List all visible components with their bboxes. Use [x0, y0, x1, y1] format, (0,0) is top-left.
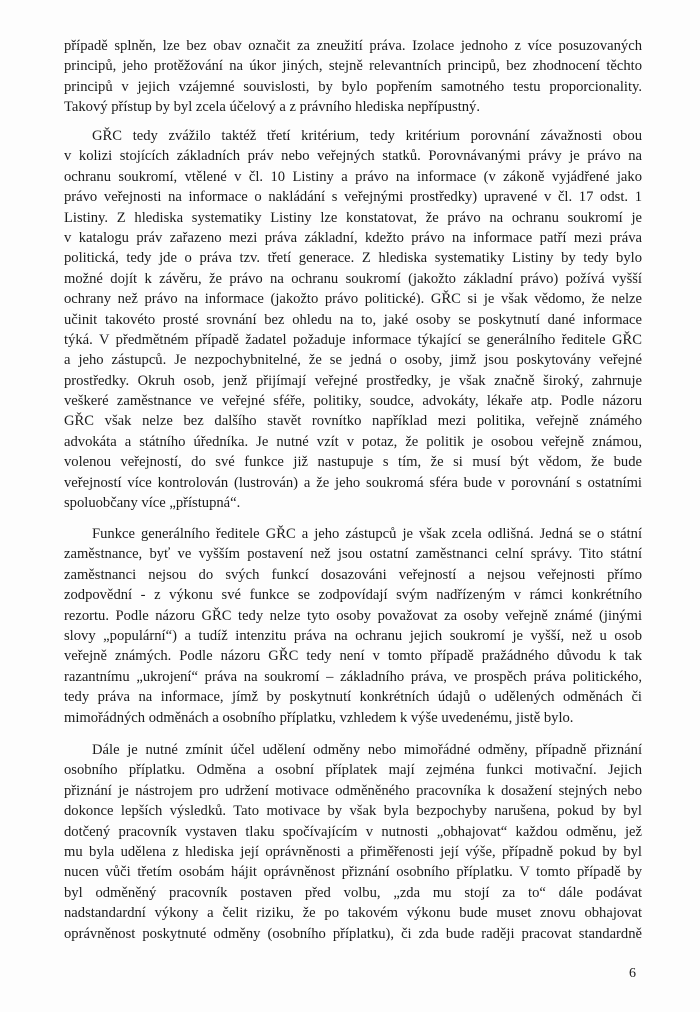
text-line: spoluobčany více „přístupná“.: [64, 495, 241, 512]
text-line: rezortu. Podle názoru GŘC tedy nelze tyto osoby považovat za osoby veřejně známé (jinými: [64, 607, 642, 624]
text-line: veřejností více kontrolován (lustrován) a že jeho soukromá sféra bude v porovnání s ostatními: [64, 474, 642, 491]
page-number: 6: [629, 966, 636, 981]
text-line: veškeré zaměstnance ve veřejné sféře, politiky, soudce, advokáty, lékaře atp. Podle názoru: [64, 393, 642, 410]
text-line: dokonce lepších výsledků. Tato motivace by však byla bezpochyby narušena, pokud by byl: [64, 803, 642, 820]
text-line: nadstandardní výkony a čelit riziku, že po takovém výkonu bude muset znovu obhajovat: [64, 905, 642, 922]
text-line: prostředky. Okruh osob, jenž přijímají veřejné prostředky, je však značně široký, zahrnuje: [64, 372, 642, 389]
text-line: případě splněn, lze bez obav označit za zneužití práva. Izolace jednoho z více posuzovaných: [64, 38, 642, 54]
paragraph-3: [64, 524, 642, 728]
text-line: GŘC tedy zvážilo taktéž třetí kritérium, tedy kritérium porovnání závažnosti obou: [92, 128, 642, 144]
text-line: razantnímu „ukrojení“ práva na soukromí – základního práva, ve prospěch práva politického,: [64, 668, 642, 685]
text-line: oprávněnost poskytnuté odměny (osobního příplatku), či zda bude raději pracovat standardně: [64, 925, 642, 942]
text-line: zodpovědní - z výkonu své funkce se zodpovídají svým nadřízeným v rámci konkrétního: [64, 587, 642, 604]
text-line: týká. V předmětném případě žadatel požaduje informace týkající se generálního ředitele GŘC: [64, 331, 642, 348]
text-line: tedy práva na informace, jímž by poskytnutí konkrétních údajů o udělených odměnách či: [64, 689, 642, 706]
text-line: Dále je nutné zmínit účel udělení odměny nebo mimořádné odměny, případně přiznání: [92, 742, 642, 758]
text-line: principů v jejich vzájemné souvislosti, by bylo popřením samotného testu proporcionality.: [64, 78, 642, 95]
text-line: mu byla udělena z hlediska její oprávněnosti a přiměřenosti její výše, případně pokud by byl: [64, 843, 642, 860]
text-line: GŘC však nelze bez dalšího stavět rovnítko například mezi politika, veřejně známého: [64, 413, 642, 430]
text-line: nucen vůči třetím osobám hájit oprávněnost přiznání osobního příplatku. V tomto případě by: [64, 864, 642, 881]
text-line: advokáta a státního úředníka. Je nutné vzít v potaz, že politik je osobou veřejně známou,: [64, 433, 642, 450]
text-line: přiznání je nástrojem pro udržení motivace odměněného pracovníka k dosažení stejných nebo: [64, 782, 642, 799]
paragraph-4: [64, 740, 642, 944]
text-line: v kolizi stojících základních práv nebo veřejných statků. Porovnávanými právy je právo na: [64, 148, 642, 165]
text-line: Funkce generálního ředitele GŘC a jeho zástupců je však zcela odlišná. Jedná se o státní: [92, 526, 642, 542]
text-line: volenou veřejností, do své funkce již nastupuje s tím, že si musí být vědom, že bude: [64, 454, 642, 471]
text-line: ochrany než právo na informace (jakožto právo politické). GŘC si je však vědomo, že nelze: [64, 291, 642, 308]
text-line: Takový přístup by byl zcela účelový a z právního hlediska nepřípustný.: [64, 99, 481, 116]
text-line: principů, jeho protěžování na úkor jiných, stejně relevantních principů, bez zhodnocení těchto: [64, 58, 642, 75]
text-line: ochranu soukromí, vtělené v čl. 10 Listiny a právo na informace (v zákoně vyjádřené jako: [64, 168, 642, 185]
text-line: mimořádných odměnách a osobního příplatku, vzhledem k výše uvedenému, jistě bylo.: [64, 709, 574, 726]
text-line: Listiny. Z hlediska systematiky Listiny lze konstatovat, že právo na ochranu soukromí je: [64, 209, 642, 226]
text-line: byl odměněný pracovník postaven před volbu, „zda mu stojí za to“ dále podávat: [64, 884, 642, 901]
text-line: politická, tedy jde o práva tzv. třetí generace. Z hlediska systematiky Listiny by tedy bylo: [64, 250, 642, 267]
text-line: zaměstnance, byť ve vyšším postavení než jsou ostatní zaměstnanci celní správy. Tito státní: [64, 546, 642, 563]
text-line: zaměstnanci nejsou do svých funkcí dosazováni veřejností a nejsou veřejnosti přímo: [64, 566, 642, 583]
text-line: a jeho zástupců. Je nezpochybnitelné, že se jedná o osoby, jimž jsou poskytovány veřejné: [64, 352, 642, 369]
text-line: slovy „populární“) a tudíž intenzitu práva na ochranu jejich soukromí je vyšší, než u osob: [64, 627, 642, 644]
text-line: možné dojít k závěru, že právo na ochranu soukromí (jakožto základní právo) požívá vyšší: [64, 270, 642, 287]
text-line: učinit takovéto prosté srovnání bez ohledu na to, jaké osoby se poskytnutí dané informace: [64, 311, 642, 328]
paragraph-2: [64, 126, 642, 513]
text-line: osobního příplatku. Odměna a osobní příplatek mají zejména funkci motivační. Jejich: [64, 762, 642, 779]
paragraph-1: [64, 36, 642, 118]
text-line: dotčený pracovník vystaven tlaku spočívajícím v nutnosti „obhajovat“ každou odměnu, jež: [64, 823, 642, 840]
text-line: právo veřejnosti na informace o nakládání s veřejnými prostředky) upravené v čl. 17 odst. 1: [64, 189, 642, 206]
text-line: v katalogu práv zařazeno mezi práva základní, kdežto právo na informace patří mezi práva: [64, 229, 642, 246]
text-line: veřejně známých. Podle názoru GŘC tedy není v tomto případě pražádného důvodu k tak: [64, 648, 642, 665]
